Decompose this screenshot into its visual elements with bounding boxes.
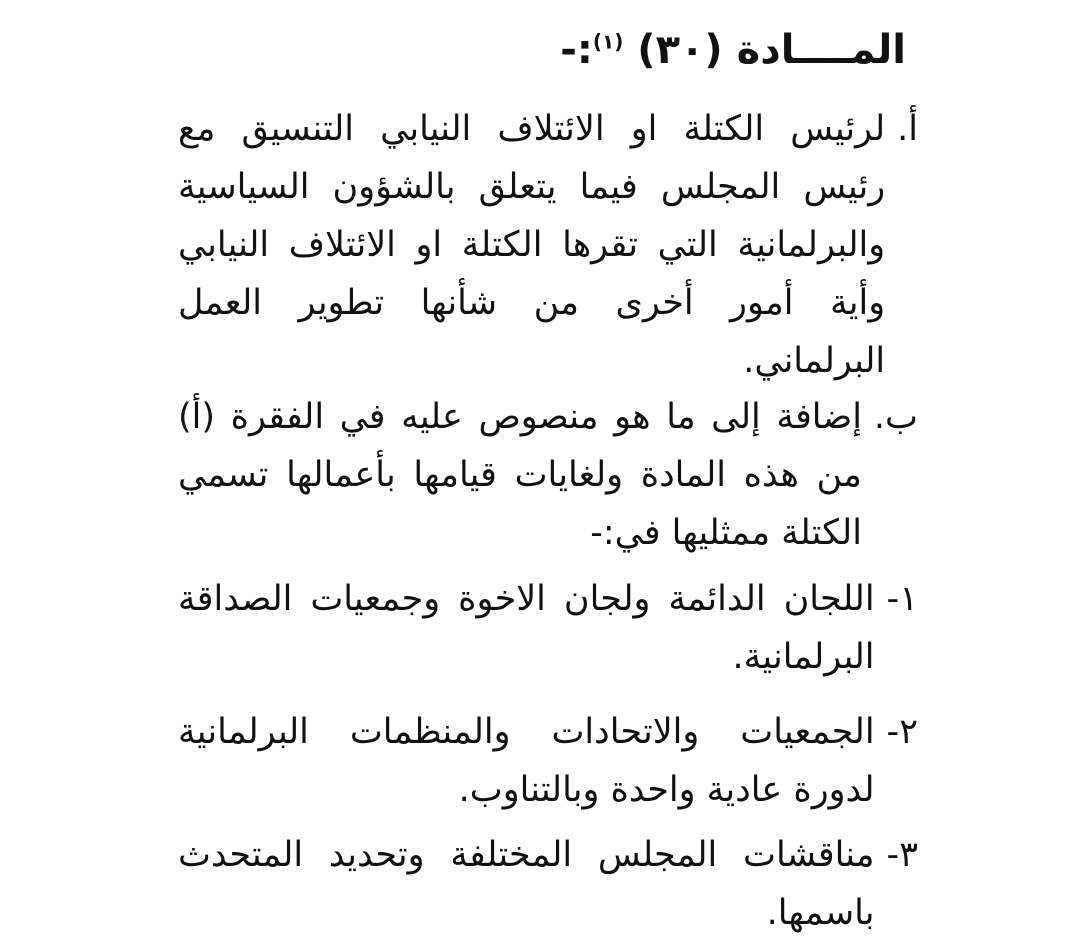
list-item-marker: ٣- xyxy=(886,835,918,875)
footnote-reference: (١) xyxy=(592,29,624,54)
paragraph-marker: أ. xyxy=(897,109,918,149)
list-item-3 xyxy=(178,826,918,942)
article-title: المــــادة (٣٠) xyxy=(637,27,906,73)
list-item-text: مناقشات المجلس المختلفة وتحديد المتحدث باسمها. xyxy=(178,835,875,933)
list-item-marker: ٢- xyxy=(886,712,918,752)
list-item-marker: ١- xyxy=(886,579,918,619)
paragraph-text: لرئيس الكتلة او الائتلاف النيابي التنسيق مع رئيس المجلس فيما يتعلق بالشؤون السياسية والبرلمانية التي تقرها الكتلة او الائتلاف النيابي وأية أمور أخرى من شأنها تطوير العمل البرلماني. xyxy=(178,109,886,381)
paragraph-b xyxy=(178,388,918,562)
article-heading-suffix: :- xyxy=(560,27,593,73)
list-item-2 xyxy=(178,703,918,819)
article-heading xyxy=(560,26,906,74)
paragraph-text: إضافة إلى ما هو منصوص عليه في الفقرة (أ) من هذه المادة ولغايات قيامها بأعمالها تسمي الكتلة ممثليها في:- xyxy=(178,397,862,553)
list-item-1 xyxy=(178,570,918,686)
list-item-text: اللجان الدائمة ولجان الاخوة وجمعيات الصداقة البرلمانية. xyxy=(178,579,875,677)
paragraph-a xyxy=(178,100,918,390)
paragraph-marker: ب. xyxy=(873,397,918,437)
list-item-text: الجمعيات والاتحادات والمنظمات البرلمانية لدورة عادية واحدة وبالتناوب. xyxy=(178,712,875,810)
